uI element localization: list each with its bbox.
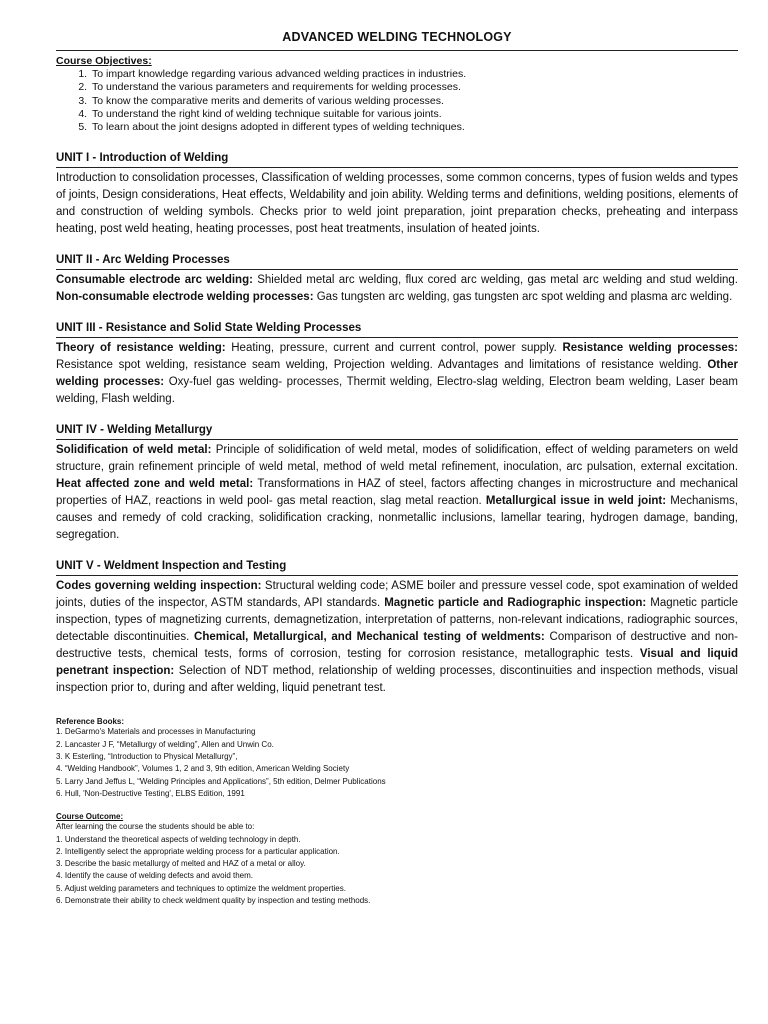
course-outcome-section: [56, 812, 738, 907]
topic-heading: Heat affected zone and weld metal:: [56, 478, 254, 491]
unit-1-body: [56, 170, 738, 238]
topic-text: Resistance spot welding, resistance seam welding, Projection welding. Advantages and limitations of resistance welding.: [56, 359, 708, 372]
objective-item: 5. To learn about the joint designs adopted in different types of welding techniques.: [90, 121, 738, 134]
topic-heading: Resistance welding processes:: [562, 342, 738, 355]
topic-text: Introduction to consolidation processes, Classification of welding processes, some common concerns, types of fusion welds and types of joints, Design considerations, Heat effects, Weldability and join ability. Welding terms and definitions, welding positions, elements of and construction of welding symbols. Checks prior to weld joint preparation, joint preparation checks, preheating and interpass heating, post weld heating, heating processes, post heat treatments, insulation of heated joints.: [56, 172, 738, 236]
topic-text: Selection of NDT method, relationship of welding processes, discontinuities and inspection methods, visual inspection prior to, during and after welding, liquid penetrant test.: [56, 665, 738, 695]
objective-item: 3. To know the comparative merits and demerits of various welding processes.: [90, 95, 738, 108]
reference-item: 5. Larry Jand Jeffus L, “Welding Principles and Applications”, 5th edition, Delmer Publications: [56, 776, 386, 786]
topic-heading: Theory of resistance welding:: [56, 342, 226, 355]
objectives-heading: Course Objectives:: [56, 55, 152, 67]
topic-heading: Non-consumable electrode welding processes:: [56, 291, 314, 304]
unit-5-title: UNIT V - Weldment Inspection and Testing: [56, 560, 287, 573]
outcome-item: 5. Adjust welding parameters and techniques to optimize the weldment properties.: [56, 883, 346, 893]
unit-2-section: [56, 254, 738, 306]
unit-rule: [56, 269, 738, 270]
unit-rule: [56, 439, 738, 440]
reference-item: 6. Hull, 'Non-Destructive Testing', ELBS Edition, 1991: [56, 788, 245, 798]
reference-books-section: [56, 717, 738, 800]
topic-text: Heating, pressure, current and current control, power supply.: [225, 342, 563, 355]
course-outcome-heading: Course Outcome:: [56, 812, 124, 822]
topic-text: Transformations in HAZ of steel, factors affecting changes in microstructure and mechanical properties of HAZ, reactions in weld pool- gas metal reaction, slag metal reaction.: [56, 478, 738, 508]
reference-item: 1. DeGarmo's Materials and processes in Manufacturing: [56, 727, 256, 737]
unit-1-title: UNIT I - Introduction of Welding: [56, 152, 229, 165]
topic-heading: Magnetic particle and Radiographic inspection:: [384, 597, 647, 610]
reference-item: 3. K Esterling, “Introduction to Physical Metallurgy”,: [56, 752, 238, 762]
topic-text: Principle of solidification of weld metal, modes of solidification, effect of welding parameters on weld structure, grain refinement principle of weld metal, method of weld metal refinement, inoculation, arc pulsation, external excitation.: [56, 444, 738, 474]
topic-heading: Solidification of weld metal:: [56, 444, 212, 457]
reference-item: 4. “Welding Handbook”, Volumes 1, 2 and 3, 9th edition, American Welding Society: [56, 764, 350, 774]
topic-text: Shielded metal arc welding, flux cored arc welding, gas metal arc welding and stud welding.: [252, 274, 738, 287]
topic-heading: Other welding processes:: [56, 359, 738, 389]
course-outcome-intro: After learning the course the students should be able to:: [56, 822, 255, 832]
objective-item: 1. To impart knowledge regarding various advanced welding practices in industries.: [90, 68, 738, 81]
document-title: ADVANCED WELDING TECHNOLOGY: [282, 30, 512, 44]
topic-text: Comparison of destructive and non-destructive tests, chemical tests, forms of corrosion, testing for corrosion resistance, metallographic tests.: [56, 631, 738, 661]
objectives-list: [56, 68, 738, 134]
unit-2-body: [56, 272, 738, 306]
unit-rule: [56, 575, 738, 576]
reference-books-heading: Reference Books:: [56, 717, 125, 727]
outcome-item: 1. Understand the theoretical aspects of welding technology in depth.: [56, 834, 301, 844]
objective-item: 4. To understand the right kind of welding technique suitable for various joints.: [90, 108, 738, 121]
title-rule: [56, 50, 738, 51]
topic-heading: Chemical, Metallurgical, and Mechanical testing of weldments:: [194, 631, 545, 644]
objective-item: 2. To understand the various parameters and requirements for welding processes.: [90, 81, 738, 94]
topic-text: Gas tungsten arc welding, gas tungsten arc spot welding and plasma arc welding.: [313, 291, 733, 304]
unit-5-section: [56, 560, 738, 697]
outcome-item: 2. Intelligently select the appropriate welding process for a particular application.: [56, 846, 340, 856]
outcome-item: 6. Demonstrate their ability to check weldment quality by inspection and testing methods.: [56, 896, 371, 906]
outcome-item: 3. Describe the basic metallurgy of melted and HAZ of a metal or alloy.: [56, 859, 306, 869]
topic-heading: Metallurgical issue in weld joint:: [485, 495, 667, 508]
unit-4-section: [56, 424, 738, 544]
topic-heading: Visual and liquid penetrant inspection:: [56, 648, 738, 678]
topic-text: Mechanisms, causes and remedy of cold cracking, solidification cracking, nonmetallic inclusions, lamellar tearing, hydrogen damage, banding, segregation.: [56, 495, 738, 542]
topic-heading: Consumable electrode arc welding:: [56, 274, 253, 287]
outcome-item: 4. Identify the cause of welding defects and avoid them.: [56, 871, 254, 881]
topic-text: Structural welding code; ASME boiler and pressure vessel code, spot examination of welded joints, duties of the inspector, ASTM standards, API standards.: [56, 580, 738, 610]
topic-heading: Codes governing welding inspection:: [56, 580, 262, 593]
unit-2-title: UNIT II - Arc Welding Processes: [56, 254, 230, 267]
unit-5-body: [56, 578, 738, 697]
unit-1-section: [56, 152, 738, 238]
unit-3-body: [56, 340, 738, 408]
unit-4-title: UNIT IV - Welding Metallurgy: [56, 424, 213, 437]
unit-rule: [56, 337, 738, 338]
reference-item: 2. Lancaster J F, “Metallurgy of welding”, Allen and Unwin Co.: [56, 739, 274, 749]
unit-3-section: [56, 322, 738, 408]
unit-3-title: UNIT III - Resistance and Solid State Welding Processes: [56, 322, 362, 335]
unit-rule: [56, 167, 738, 168]
topic-text: Magnetic particle inspection, types of magnetizing currents, demagnetization, interpretation of patterns, non-relevant indications, radiographic sources, detectable discontinuities.: [56, 597, 738, 644]
topic-text: Oxy-fuel gas welding- processes, Thermit welding, Electro-slag welding, Electron beam welding, Laser beam welding, Flash welding.: [56, 376, 738, 406]
unit-4-body: [56, 442, 738, 544]
